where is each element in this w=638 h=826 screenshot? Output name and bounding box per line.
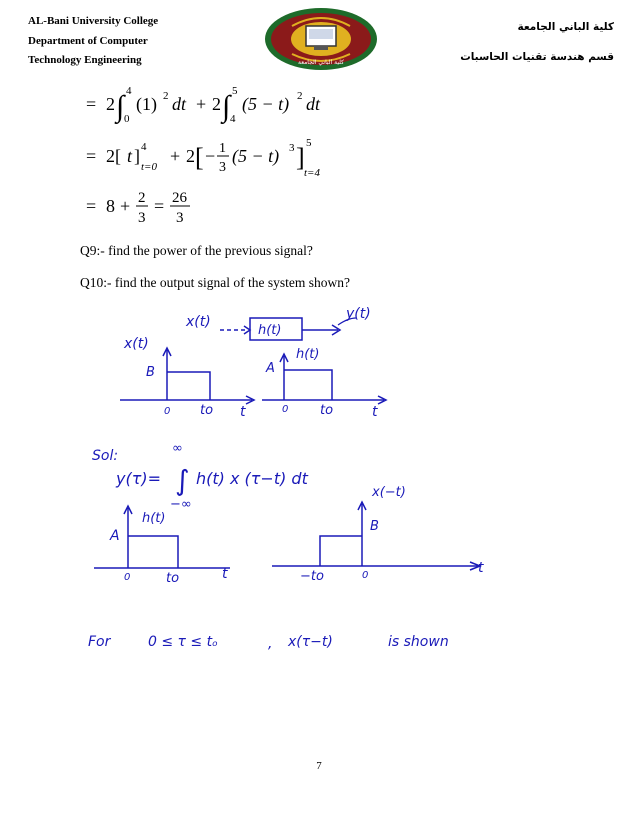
h-plot-amp: A (266, 361, 275, 376)
eq2-bracket-close: ] (296, 143, 305, 172)
eq1-int1-dt: dt (172, 94, 187, 114)
header-line-1: AL-Bani University College (28, 15, 159, 27)
header-line-3: Technology Engineering (28, 54, 142, 66)
for-line-expr: x(τ−t) (288, 634, 333, 650)
x-plot-amp: B (146, 365, 155, 380)
system-input-label: x(t) (186, 314, 211, 330)
eq1-plus: + (196, 94, 207, 114)
header-right-line-1: كلية الباني الجامعة (517, 21, 614, 33)
for-line-cond: 0 ≤ τ ≤ tₒ (148, 634, 218, 650)
eq1-int1-upper: 4 (126, 85, 132, 97)
eq2-coef: 2[ (106, 146, 121, 166)
eq2-equals: = (86, 146, 97, 166)
header-line-2: Department of Computer (28, 34, 148, 47)
eq1-int2-body: (5 − t) (242, 94, 290, 114)
sol-h-plot-t: t (222, 566, 228, 582)
conv-body: h(t) x (τ−t) dt (196, 469, 308, 488)
conv-lhs: y(τ)= (116, 469, 161, 488)
eq2-var: t (127, 146, 133, 166)
eq1-int2-dt: dt (306, 94, 321, 114)
sol-xr-plot-pulse (320, 536, 362, 566)
for-line-rest: is shown (388, 634, 449, 650)
sol-h-plot-origin: 0 (124, 572, 131, 583)
eq3-frac2-num: 26 (172, 190, 187, 206)
conv-integral: ∫ (175, 464, 190, 497)
eq2-lower-1: t=0 (141, 161, 157, 173)
system-block-diagram (185, 306, 371, 340)
eq2-upper-2: 5 (306, 137, 312, 149)
system-box-label: h(t) (258, 323, 282, 338)
h-signal-plot (262, 347, 386, 420)
eq2-frac-num: 1 (219, 141, 226, 156)
eq3-frac1-den: 3 (138, 210, 146, 226)
eq1-int1-lower: 0 (124, 113, 130, 125)
x-signal-plot (120, 336, 254, 420)
system-output-label: y(t) (346, 306, 371, 322)
solution-x-reversed-plot (272, 485, 484, 584)
sol-xr-plot-amp: B (370, 519, 379, 534)
x-plot-to: to (200, 403, 214, 418)
eq1-equals: = (86, 94, 97, 114)
x-plot-pulse (167, 372, 210, 400)
convolution-equation (92, 441, 309, 512)
x-plot-t: t (240, 404, 246, 420)
eq1-coef-2: 2 (212, 94, 221, 114)
header-right-line-2: قسم هندسة تقنيات الحاسبات (460, 51, 614, 63)
h-plot-axis-label: h(t) (296, 347, 320, 362)
eq2-coef-2: 2 (186, 146, 195, 166)
page-number: 7 (316, 760, 322, 772)
eq1-int2-exp: 2 (297, 90, 303, 102)
for-condition-line (88, 634, 449, 652)
eq3-plus: + (120, 196, 131, 216)
eq2-close: ] (134, 146, 140, 166)
logo-text: كلية الباني الجامعة (297, 59, 345, 66)
eq1-int2-lower: 4 (230, 113, 236, 125)
eq2-body: (5 − t) (232, 146, 280, 166)
eq2-lower-2: t=4 (304, 167, 320, 179)
h-plot-to: to (320, 403, 334, 418)
eq1-int1-body: (1) (136, 94, 157, 114)
sol-label: Sol: (92, 448, 119, 464)
eq1-integral-1: ∫ (116, 90, 125, 123)
eq3-frac1-num: 2 (138, 190, 146, 206)
eq3-eight: 8 (106, 196, 115, 216)
h-plot-t: t (372, 404, 378, 420)
eq2-minus: − (205, 146, 216, 166)
eq2-plus: + (170, 146, 181, 166)
sol-h-plot-label: h(t) (142, 511, 166, 526)
eq1-coef: 2 (106, 94, 115, 114)
x-plot-origin: 0 (164, 406, 171, 417)
eq1-integral-2: ∫ (222, 90, 231, 123)
eq1-int2-upper: 5 (232, 85, 238, 97)
eq3-equals: = (86, 196, 97, 216)
sol-xr-plot-label: x(−t) (372, 485, 406, 500)
question-10: Q10:- find the output signal of the system shown? (80, 275, 350, 290)
eq1-int1-exp: 2 (163, 90, 169, 102)
sol-xr-plot-t: t (478, 560, 484, 576)
solution-h-plot (94, 506, 230, 586)
sol-h-plot-to: to (166, 571, 180, 586)
eq2-upper-1: 4 (141, 141, 147, 153)
x-plot-axis-label: x(t) (124, 336, 149, 352)
for-line-comma: , (268, 636, 273, 652)
eq3-equals-2: = (154, 196, 165, 216)
eq3-frac2-den: 3 (176, 210, 184, 226)
h-plot-pulse (284, 370, 332, 400)
sol-xr-plot-origin: 0 (362, 570, 369, 581)
eq2-exp: 3 (289, 142, 295, 154)
conv-upper: ∞ (172, 441, 183, 456)
sol-h-plot-pulse (128, 536, 178, 568)
eq2-frac-den: 3 (219, 160, 226, 175)
sol-h-plot-amp: A (110, 528, 120, 544)
for-line-for: For (88, 634, 111, 650)
sol-xr-plot-neg-to: −to (300, 569, 324, 584)
h-plot-origin: 0 (282, 404, 289, 415)
eq2-bracket-open: [ (195, 143, 204, 172)
conv-lower: −∞ (170, 497, 192, 512)
question-9: Q9:- find the power of the previous signal? (80, 243, 313, 258)
